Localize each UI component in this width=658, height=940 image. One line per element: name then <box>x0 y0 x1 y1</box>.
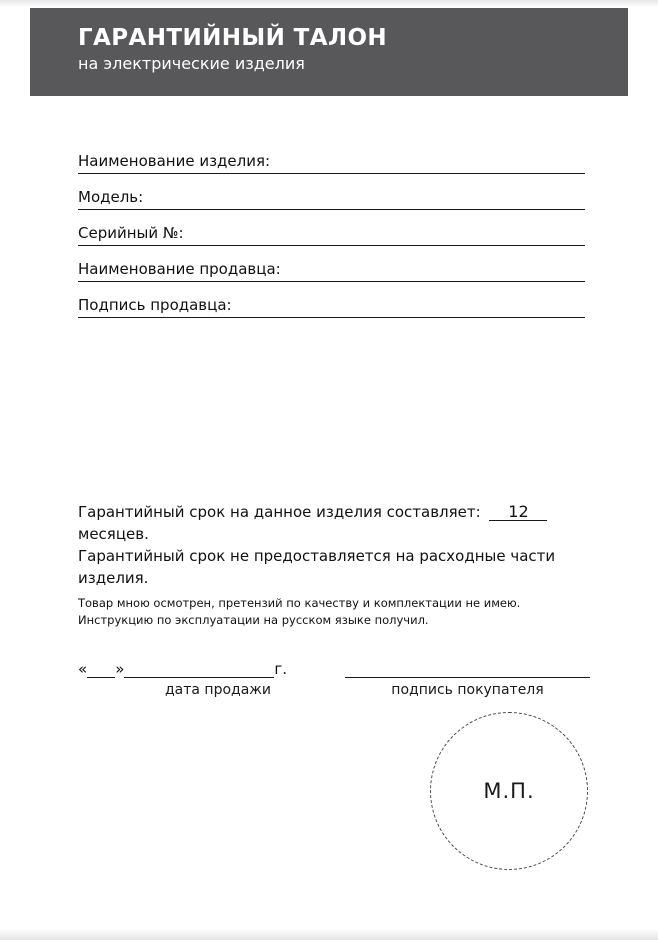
signature-section <box>78 660 590 698</box>
signature-captions-row <box>78 682 590 698</box>
header-banner <box>30 8 628 96</box>
field-model <box>78 174 585 210</box>
field-model-label: Модель: <box>78 188 144 206</box>
buyer-signature-blank <box>345 661 590 678</box>
acknowledgement-line-1: Товар мною осмотрен, претензий по качеству и комплектации не имею. <box>78 596 521 610</box>
date-of-sale-line <box>78 660 287 678</box>
date-year-suffix: г. <box>274 660 288 678</box>
stamp-label: М.П. <box>483 779 535 803</box>
warranty-term-line <box>78 501 608 545</box>
form-fields <box>78 138 585 318</box>
field-product-name-label: Наименование изделия: <box>78 152 271 170</box>
warranty-term-prefix: Гарантийный срок на данное изделия составляет: <box>78 503 481 521</box>
field-serial-number-label: Серийный №: <box>78 224 184 242</box>
warranty-terms <box>78 501 608 589</box>
date-close-quote: » <box>115 660 125 678</box>
field-serial-number <box>78 210 585 246</box>
page-top-edge <box>0 0 658 7</box>
date-open-quote: « <box>78 660 88 678</box>
warranty-term-value: 12 <box>489 503 547 521</box>
date-month-blank <box>124 661 274 678</box>
signature-lines-row <box>78 660 590 678</box>
warranty-note: Гарантийный срок не предоставляется на расходные части изделия. <box>78 547 556 587</box>
page-bottom-edge <box>0 929 658 940</box>
acknowledgement-block <box>78 595 568 629</box>
acknowledgement-line-2: Инструкцию по эксплуатации на русском языке получил. <box>78 613 429 627</box>
stamp-circle <box>430 712 588 870</box>
field-seller-signature <box>78 282 585 318</box>
page-title: ГАРАНТИЙНЫЙ ТАЛОН <box>78 25 388 51</box>
field-seller-name <box>78 246 585 282</box>
field-product-name <box>78 138 585 174</box>
date-day-blank <box>87 661 115 678</box>
warranty-term-suffix: месяцев. <box>78 525 149 543</box>
page-subtitle: на электрические изделия <box>78 54 305 74</box>
buyer-signature-caption: подпись покупателя <box>391 682 544 698</box>
field-seller-name-label: Наименование продавца: <box>78 260 281 278</box>
field-seller-signature-label: Подпись продавца: <box>78 296 232 314</box>
date-of-sale-caption: дата продажи <box>164 682 272 698</box>
